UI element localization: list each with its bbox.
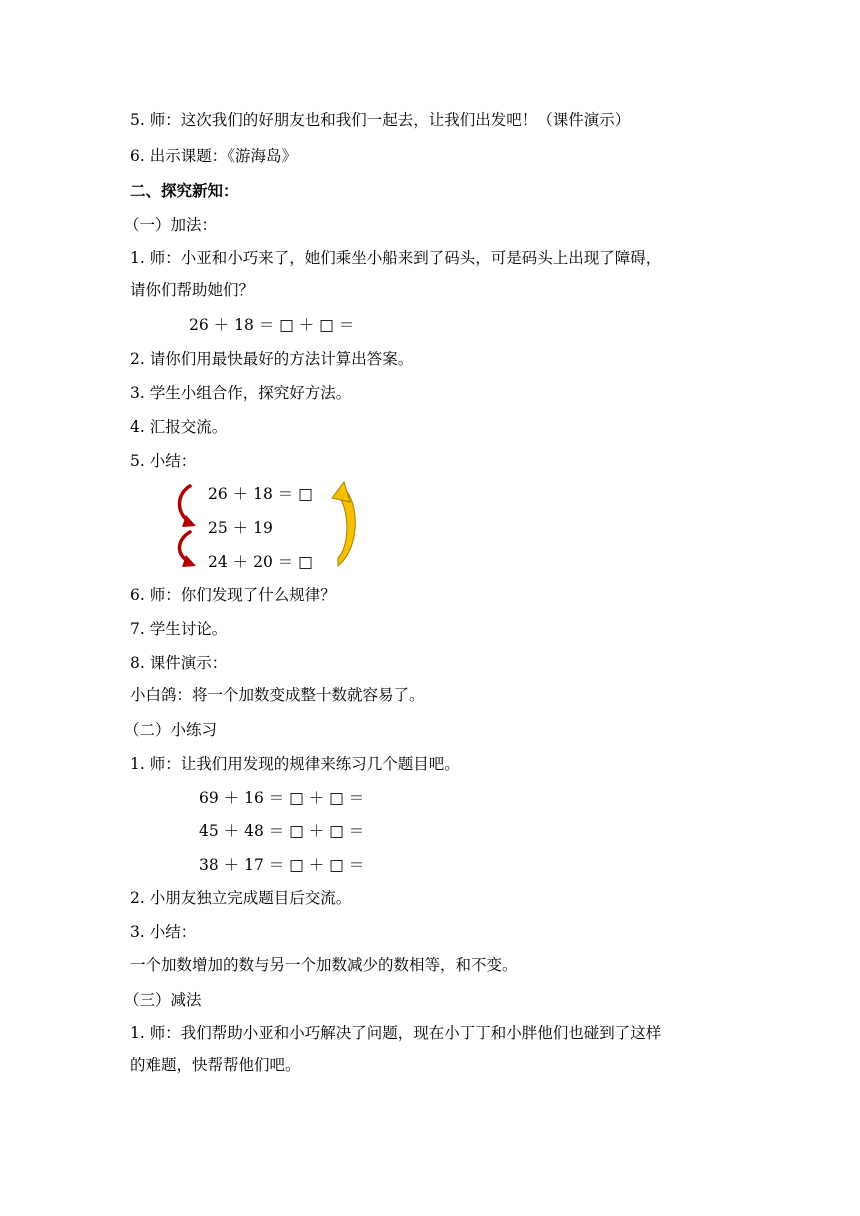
step-5-line: 5. 师：这次我们的好朋友也和我们一起去，让我们出发吧！（课件演示） (130, 111, 631, 129)
practice-step-2: 2. 小朋友独立完成题目后交流。 (130, 889, 352, 907)
addition-step-8: 8. 课件演示： (130, 654, 228, 672)
addition-step-6: 6. 师：你们发现了什么规律？ (130, 586, 336, 604)
addition-equation: 26 ＋ 18 ＝ □ ＋ □ ＝ (189, 316, 355, 334)
yellow-curved-arrow-icon (332, 482, 355, 566)
subsection-addition: （一）加法： (124, 216, 218, 234)
summary-equation-2: 25 ＋ 19 (208, 519, 273, 537)
addition-step-1-line-1: 1. 师：小亚和小巧来了，她们乘坐小船来到了码头，可是码头上出现了障碍， (130, 249, 662, 267)
step-6-line: 6. 出示课题：《游海岛》 (130, 147, 297, 165)
addition-step-4: 4. 汇报交流。 (130, 418, 228, 436)
section-heading-2: 二、探究新知： (130, 181, 239, 200)
addition-step-3: 3. 学生小组合作，探究好方法。 (130, 384, 352, 402)
subtraction-step-1-line-2: 的难题，快帮帮他们吧。 (130, 1056, 301, 1074)
practice-equation-2: 45 ＋ 48 ＝ □ ＋ □ ＝ (199, 822, 365, 840)
addition-step-2: 2. 请你们用最快最好的方法计算出答案。 (130, 350, 414, 368)
addition-step-1-line-2: 请你们帮助她们？ (130, 281, 255, 299)
subtraction-step-1-line-1: 1. 师：我们帮助小亚和小巧解决了问题，现在小丁丁和小胖他们也碰到了这样 (130, 1024, 662, 1042)
red-curved-arrow-icon (180, 486, 197, 527)
practice-step-3: 3. 小结： (130, 923, 197, 941)
practice-summary-text: 一个加数增加的数与另一个加数减少的数相等，和不变。 (130, 956, 518, 974)
addition-step-5: 5. 小结： (130, 452, 197, 470)
subsection-subtraction: （三）减法 (124, 991, 202, 1009)
addition-step-7: 7. 学生讨论。 (130, 620, 228, 638)
summary-equation-3: 24 ＋ 20 ＝ □ (208, 553, 313, 571)
courseware-dove-text: 小白鸽：将一个加数变成整十数就容易了。 (130, 686, 425, 704)
practice-equation-1: 69 ＋ 16 ＝ □ ＋ □ ＝ (199, 789, 365, 807)
practice-equation-3: 38 ＋ 17 ＝ □ ＋ □ ＝ (199, 856, 365, 874)
summary-equation-1: 26 ＋ 18 ＝ □ (208, 485, 313, 503)
subsection-practice: （二）小练习 (124, 721, 218, 739)
red-curved-arrow-icon (180, 532, 197, 567)
practice-step-1: 1. 师：让我们用发现的规律来练习几个题目吧。 (130, 755, 460, 773)
